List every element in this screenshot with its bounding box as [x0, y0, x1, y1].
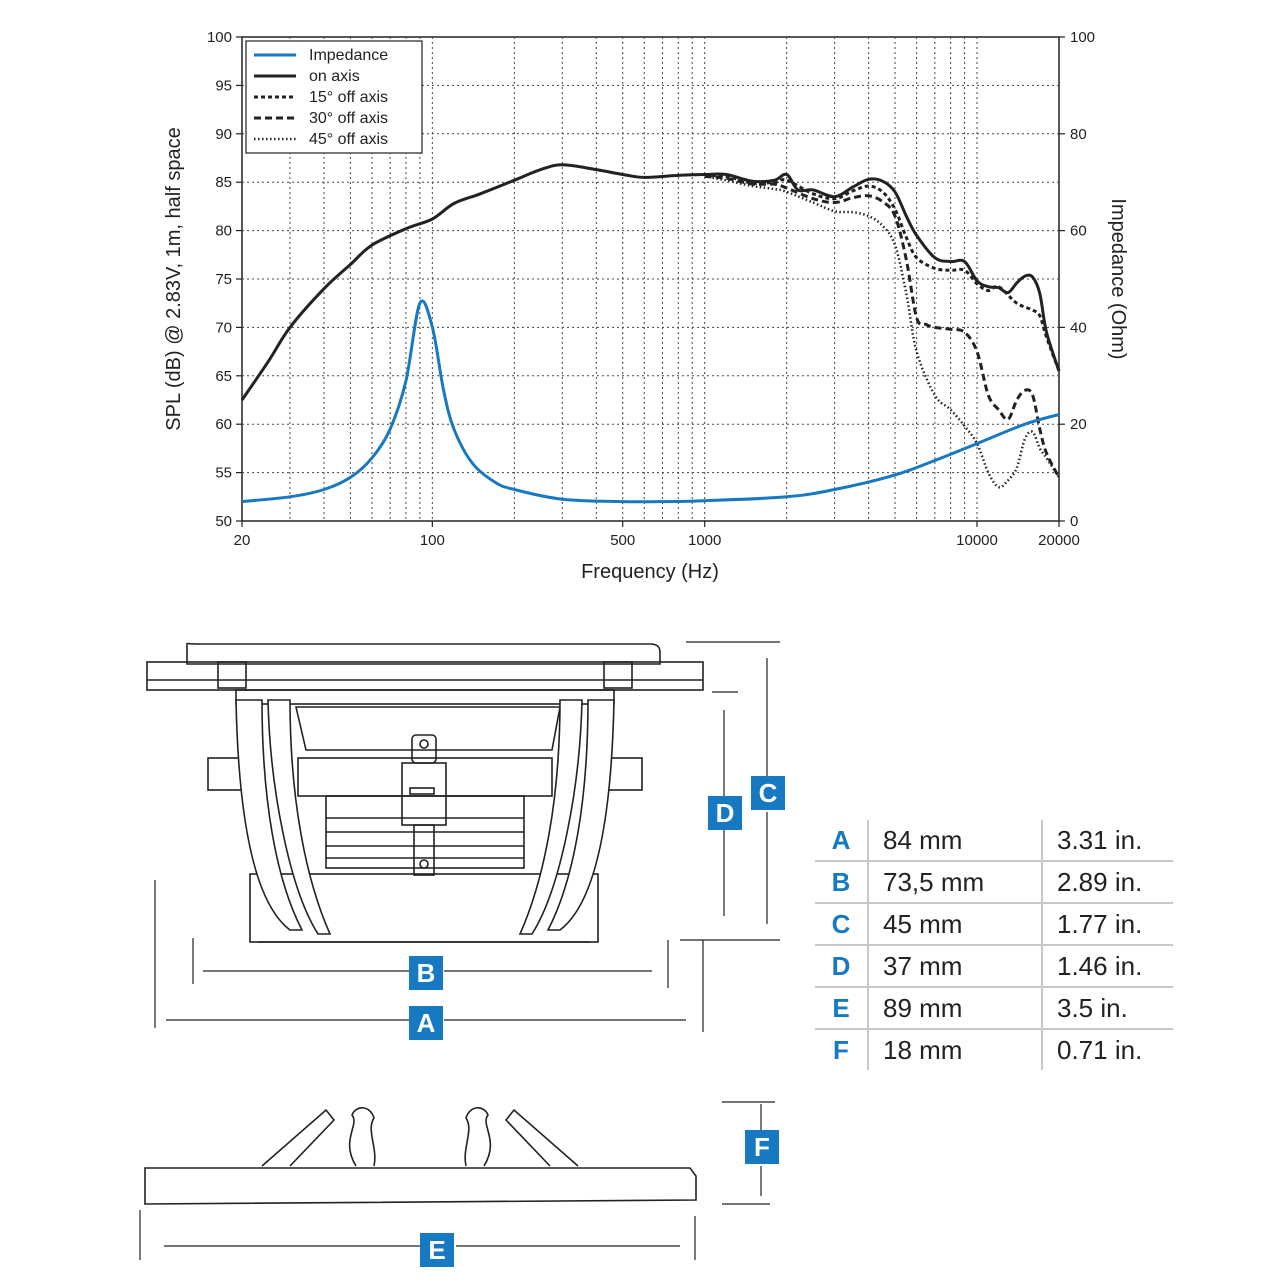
y-right-tick-label: 60 [1070, 222, 1087, 240]
x-tick-label: 500 [610, 532, 636, 549]
dim-letter: B [815, 861, 868, 903]
grille-clip-left-outer [262, 1110, 334, 1166]
y-right-tick-label: 80 [1070, 125, 1087, 143]
y-left-tick-label: 60 [215, 416, 232, 434]
legend-label-30-off-axis: 30° off axis [309, 110, 389, 127]
x-tick-label: 20000 [1038, 532, 1080, 549]
y-left-tick-label: 65 [215, 367, 232, 385]
frequency-response-chart [0, 0, 1280, 600]
dim-letter: A [815, 820, 868, 861]
series-group [242, 165, 1059, 502]
dim-mm: 18 mm [868, 1029, 1042, 1070]
y-left-tick-label: 100 [206, 29, 232, 46]
speaker-grille-top [187, 643, 660, 664]
mount-tab-left [218, 662, 246, 688]
table-row [815, 945, 1173, 987]
grille-frame [145, 1168, 696, 1204]
speaker-side-view [147, 643, 703, 942]
dim-inches: 1.77 in. [1042, 903, 1173, 945]
series-line-impedance [242, 301, 1059, 502]
legend-label-on-axis: on axis [309, 68, 360, 85]
legend [246, 41, 422, 153]
y-left-tick-label: 90 [215, 125, 232, 143]
series-line-15-off-axis [705, 175, 1059, 371]
badge-d-label: D [715, 798, 735, 828]
dim-letter: F [833, 1034, 849, 1065]
table-row [815, 861, 1173, 903]
dim-inches: 1.46 in. [1042, 945, 1173, 987]
badge-b-label: B [416, 958, 436, 988]
y-right-tick-label: 100 [1070, 29, 1096, 46]
table-row [815, 987, 1173, 1029]
badge-a-label: A [416, 1008, 436, 1038]
mount-tab-right [604, 662, 632, 688]
grille-side-view [145, 1108, 696, 1204]
dim-inches: 3.5 in. [1042, 987, 1173, 1029]
table-row [815, 820, 1173, 861]
terminal-hole [420, 740, 428, 748]
dim-inches: 0.71 in. [1042, 1029, 1173, 1070]
x-tick-label: 1000 [687, 532, 722, 549]
dim-letter: D [815, 945, 868, 987]
series-line-45-off-axis [705, 176, 1059, 487]
badge-e-label: E [428, 1235, 446, 1265]
table-row [815, 1029, 1173, 1070]
x-axis-label: Frequency (Hz) [581, 561, 719, 583]
y-axis-right-label: Impedance (Ohm) [1107, 198, 1129, 360]
dim-inches: 2.89 in. [1042, 861, 1173, 903]
dim-mm: 73,5 mm [868, 861, 1042, 903]
terminal-hole [420, 860, 428, 868]
y-axis-left-label: SPL (dB) @ 2.83V, 1m, half space [163, 127, 185, 431]
grille-clip-right-inner [465, 1108, 490, 1166]
y-left-tick-label: 95 [215, 77, 232, 95]
grille-clip-left-inner [350, 1108, 375, 1166]
x-tick-label: 10000 [956, 532, 998, 549]
dim-inches: 3.31 in. [1042, 820, 1173, 861]
dim-mm: 37 mm [868, 945, 1042, 987]
x-tick-label: 20 [233, 532, 251, 549]
y-right-tick-label: 0 [1070, 513, 1079, 530]
badge-c-label: C [758, 778, 778, 808]
y-left-tick-label: 80 [215, 222, 232, 240]
speaker-frame-flange [147, 662, 703, 690]
y-right-tick-label: 20 [1070, 416, 1087, 434]
dim-mm: 84 mm [868, 820, 1042, 861]
basket-top [236, 690, 614, 704]
y-left-tick-label: 75 [215, 271, 232, 288]
series-line-on-axis [242, 165, 1059, 400]
dim-mm: 89 mm [868, 987, 1042, 1029]
dimension-table [815, 820, 1173, 1070]
dim-letter: C [815, 903, 868, 945]
legend-label-impedance: Impedance [309, 47, 389, 64]
y-left-tick-label: 70 [215, 319, 232, 337]
table-row [815, 903, 1173, 945]
dim-mm: 45 mm [868, 903, 1042, 945]
dim-letter: E [815, 987, 868, 1029]
legend-label-15-off-axis: 15° off axis [309, 89, 389, 106]
y-left-tick-label: 55 [215, 464, 232, 482]
terminal-slot [410, 788, 434, 794]
badge-f-label: F [754, 1132, 770, 1162]
y-right-tick-label: 40 [1070, 319, 1087, 337]
y-left-tick-label: 50 [215, 513, 232, 530]
legend-label-45-off-axis: 45° off axis [309, 131, 389, 148]
y-left-tick-label: 85 [215, 174, 232, 192]
x-tick-label: 100 [419, 532, 445, 549]
grille-clip-right-outer [506, 1110, 578, 1166]
